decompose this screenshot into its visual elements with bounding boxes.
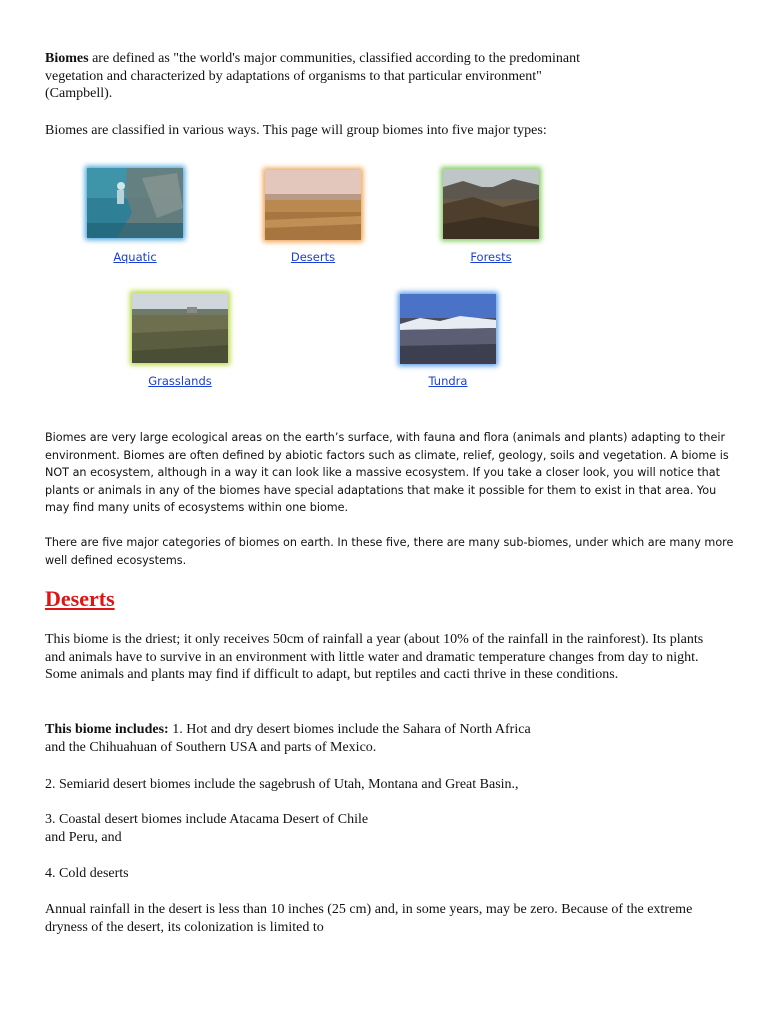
intro-definition (45, 50, 605, 103)
aquatic-photo[interactable] (87, 168, 183, 238)
includes-label: This biome includes: (45, 722, 169, 737)
about-paragraph-1: Biomes are very large ecological areas on the earth’s surface, with fauna and flora (animals and plants) adapting to their environment. Biomes are often defined by abiotic factors such as climate, relief, geology, soils and vegetation. A biome is NOT an ecosystem, although in a way it can look like a massive ecosystem. If you take a closer look, you will notice that plants or animals in any of the biomes have special adaptations that make it possible for them to exist in that area. You may find many units of ecosystems within one biome. (45, 431, 729, 515)
about-paragraph-2: There are five major categories of biomes on earth. In these five, there are many sub-biomes, under which are many more well defined ecosystems. (45, 536, 734, 567)
item-4: 4. Cold deserts (45, 866, 129, 881)
desert-photo[interactable] (265, 170, 361, 240)
item-3-line-1: 3. Coastal desert biomes include Atacama Desert of Chile (45, 812, 369, 827)
forest-photo[interactable] (443, 169, 539, 239)
item-3 (45, 811, 725, 846)
biomes-bold-term: Biomes (45, 51, 89, 66)
deserts-includes (45, 721, 725, 756)
deserts-link[interactable]: Deserts (290, 250, 336, 264)
grassland-photo[interactable] (132, 293, 228, 363)
item-3-line-2: and Peru, and (45, 829, 122, 845)
item-1-line-1: 1. Hot and dry desert biomes include the Sahara of North Africa (168, 722, 531, 737)
aquatic-link[interactable]: Aquatic (113, 250, 157, 264)
tundra-link[interactable]: Tundra (428, 374, 468, 388)
rainfall-paragraph: Annual rainfall in the desert is less than 10 inches (25 cm) and, in some years, may be zero. Because of the extreme dryness of the desert, its colonization is limited to (45, 902, 693, 935)
deserts-heading: Deserts (45, 586, 115, 611)
tundra-photo[interactable] (400, 294, 496, 364)
forests-link[interactable]: Forests (470, 250, 512, 264)
deserts-intro: This biome is the driest; it only receives 50cm of rainfall a year (about 10% of the rainfall in the rainforest). Its plants and animals have to survive in an environment with little water and dramatic temperature changes from day to night. Some animals and plants may find if difficult to adapt, but reptiles and cacti thrive in these conditions. (45, 632, 704, 682)
item-1-line-2: and the Chihuahuan of Southern USA and parts of Mexico. (45, 739, 377, 755)
item-2: 2. Semiarid desert biomes include the sagebrush of Utah, Montana and Great Basin., (45, 777, 519, 792)
definition-text: are defined as "the world's major communities, classified according to the predominant vegetation and characterized by adaptations of organisms to that particular environment" (Campbell). (45, 51, 581, 101)
intro-classified: Biomes are classified in various ways. This page will group biomes into five major types: (45, 123, 547, 138)
grasslands-link[interactable]: Grasslands (148, 374, 212, 388)
